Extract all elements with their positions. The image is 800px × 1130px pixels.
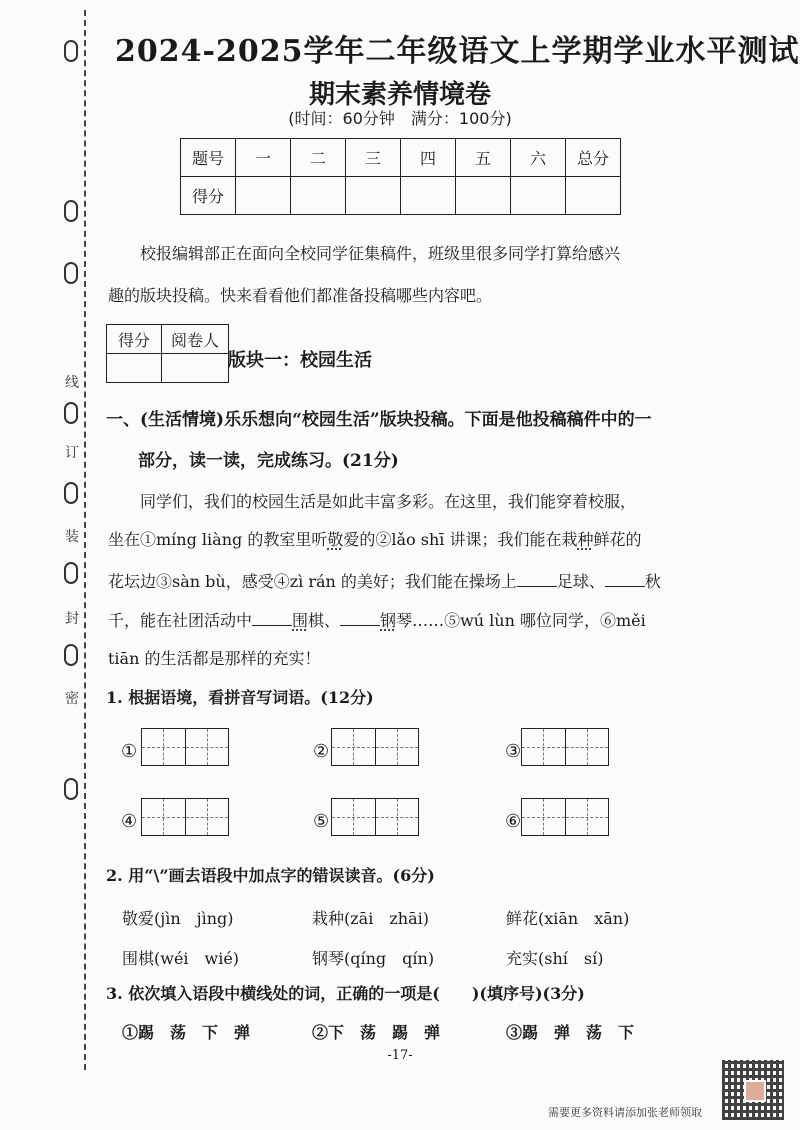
passage-line-3 <box>108 570 698 592</box>
passage-text: 棋、 <box>308 611 341 630</box>
score-table-header: 三 <box>346 139 401 177</box>
section-reviewer-label: 阅卷人 <box>162 325 229 354</box>
question-1-subheading: 部分，读一读，完成练习。(21分) <box>138 451 399 471</box>
footer-note: 需要更多资料请添加张老师领取 <box>548 1106 702 1119</box>
passage-text: 爱的②lǎo shī 讲课；我们能在栽 <box>343 530 578 549</box>
binding-ring <box>64 262 78 284</box>
binding-ring <box>64 40 78 62</box>
exam-title: 2024-2025学年二年级语文上学期学业水平测试 <box>115 34 800 69</box>
fill-blank[interactable] <box>605 570 645 587</box>
passage-text: 秋 <box>644 572 661 591</box>
score-table-header: 五 <box>456 139 511 177</box>
page-number: -17- <box>387 1048 413 1063</box>
answer-grid-6[interactable] <box>521 798 609 836</box>
binding-ring <box>64 482 78 504</box>
grid-label: ⑥ <box>505 811 522 832</box>
passage-text: 坐在①míng liàng 的教室里听 <box>108 530 328 549</box>
section-score-box <box>106 324 229 383</box>
question-1-2: 2. 用“\”画去语段中加点字的错误读音。(6分) <box>106 866 435 885</box>
fill-blank[interactable] <box>340 609 380 626</box>
answer-grid-2[interactable] <box>331 728 419 766</box>
fill-blank[interactable] <box>517 570 557 587</box>
binding-margin <box>58 0 88 1080</box>
passage-text: 琴……⑤wú lùn 哪位同学，⑥měi <box>396 611 646 630</box>
question-1-heading: 一、(生活情境)乐乐想向“校园生活”版块投稿。下面是他投稿稿件中的一 <box>106 410 652 430</box>
passage-text: 千，能在社团活动中 <box>108 611 253 630</box>
binding-label: 封 <box>65 611 79 627</box>
answer-option[interactable]: ②下 荡 踢 弹 <box>312 1023 441 1042</box>
score-cell[interactable] <box>456 177 511 215</box>
score-cell[interactable] <box>346 177 401 215</box>
passage-line-5: tiān 的生活都是那样的充实！ <box>108 649 321 668</box>
dotted-char: 敬 <box>327 530 344 549</box>
passage-line-1: 同学们，我们的校园生活是如此丰富多彩。在这里，我们能穿着校服， <box>140 492 637 511</box>
binding-ring <box>64 644 78 666</box>
grid-label: ④ <box>121 811 138 832</box>
passage-line-2 <box>108 530 698 550</box>
score-row-label: 得分 <box>181 177 236 215</box>
score-cell[interactable] <box>236 177 291 215</box>
pinyin-choice[interactable]: 敬爱(jìn jìng) <box>122 909 234 928</box>
avatar <box>744 1080 766 1102</box>
binding-dashed-line <box>84 10 86 1070</box>
pinyin-choice[interactable]: 鲜花(xiān xān) <box>506 909 630 928</box>
pinyin-choice[interactable]: 围棋(wéi wié) <box>122 949 240 968</box>
passage-text: 鲜花的 <box>593 530 642 549</box>
dotted-char: 种 <box>577 530 594 549</box>
score-table-header: 一 <box>236 139 291 177</box>
binding-ring <box>64 402 78 424</box>
question-1-3: 3. 依次填入语段中横线处的词，正确的一项是( )(填序号)(3分) <box>106 984 585 1003</box>
score-table-header: 四 <box>401 139 456 177</box>
dotted-char: 钢 <box>380 611 397 630</box>
answer-grid-1[interactable] <box>141 728 229 766</box>
score-table-header: 六 <box>511 139 566 177</box>
grid-label: ⑤ <box>313 811 330 832</box>
score-table-header: 二 <box>291 139 346 177</box>
exam-subtitle: 期末素养情境卷 <box>308 80 491 110</box>
answer-option[interactable]: ③踢 弹 荡 下 <box>506 1023 635 1042</box>
answer-grid-3[interactable] <box>521 728 609 766</box>
score-table-header-row <box>181 139 621 177</box>
intro-line-1: 校报编辑部正在面向全校同学征集稿件，班级里很多同学打算给感兴 <box>140 244 621 263</box>
time-info: (时间：60分钟 满分：100分) <box>288 109 512 128</box>
passage-text: 足球、 <box>556 572 605 591</box>
dotted-char: 围 <box>292 611 309 630</box>
score-cell[interactable] <box>511 177 566 215</box>
score-cell[interactable] <box>566 177 621 215</box>
section-reviewer-cell[interactable] <box>162 354 229 383</box>
grid-label: ① <box>121 741 138 762</box>
score-cell[interactable] <box>291 177 346 215</box>
score-table-header: 题号 <box>181 139 236 177</box>
fill-blank[interactable] <box>252 609 292 626</box>
binding-label: 订 <box>65 445 79 461</box>
grid-label: ③ <box>505 741 522 762</box>
section-score-label: 得分 <box>107 325 162 354</box>
binding-ring <box>64 562 78 584</box>
answer-option[interactable]: ①踢 荡 下 弹 <box>122 1023 251 1042</box>
pinyin-choice[interactable]: 栽种(zāi zhāi) <box>312 909 429 928</box>
answer-grid-5[interactable] <box>331 798 419 836</box>
grid-label: ② <box>313 741 330 762</box>
passage-text: 花坛边③sàn bù，感受④zì rán 的美好；我们能在操场上 <box>108 572 517 591</box>
section-score-cell[interactable] <box>107 354 162 383</box>
binding-ring <box>64 200 78 222</box>
qr-code-icon[interactable] <box>722 1060 784 1120</box>
pinyin-choice[interactable]: 充实(shí sí) <box>506 949 604 968</box>
answer-grid-4[interactable] <box>141 798 229 836</box>
score-table-score-row <box>181 177 621 215</box>
binding-ring <box>64 778 78 800</box>
section-title: 版块一：校园生活 <box>228 350 372 371</box>
question-1-1: 1. 根据语境，看拼音写词语。(12分) <box>106 688 374 707</box>
binding-label: 密 <box>65 691 79 707</box>
passage-line-4 <box>108 609 698 631</box>
binding-label: 线 <box>65 375 79 391</box>
score-table-header: 总分 <box>566 139 621 177</box>
score-table <box>180 138 621 215</box>
score-cell[interactable] <box>401 177 456 215</box>
pinyin-choice[interactable]: 钢琴(qíng qín) <box>312 949 435 968</box>
binding-label: 装 <box>65 529 79 545</box>
intro-line-2: 趣的版块投稿。快来看看他们都准备投稿哪些内容吧。 <box>108 286 493 305</box>
